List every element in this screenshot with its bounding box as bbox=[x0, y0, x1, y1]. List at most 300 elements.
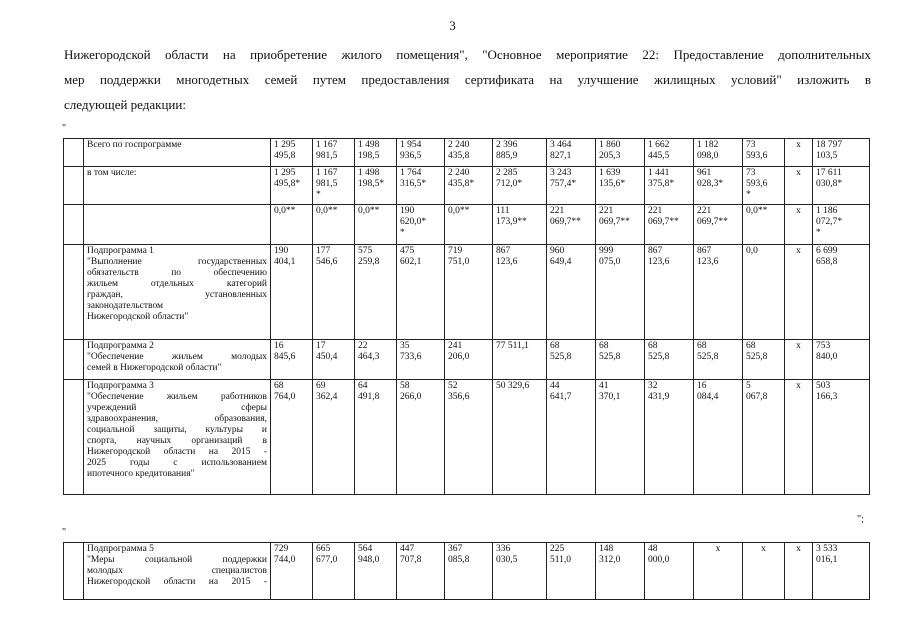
value-line: 336 bbox=[496, 544, 511, 554]
row-number-cell bbox=[64, 340, 84, 380]
value-line: 085,8 bbox=[448, 555, 470, 565]
value-line: 35 bbox=[400, 341, 410, 351]
row-name-line: 2025 годы с использованием bbox=[87, 458, 267, 468]
value-line: 593,6 bbox=[746, 179, 768, 189]
value-line: 1 860 bbox=[599, 140, 621, 150]
value-line: 111 bbox=[496, 206, 510, 216]
value-cell bbox=[645, 205, 694, 245]
value-line: 546,6 bbox=[316, 257, 338, 267]
value-cell bbox=[397, 205, 445, 245]
value-cell bbox=[645, 340, 694, 380]
value-line: 48 bbox=[648, 544, 658, 554]
value-cell bbox=[313, 380, 355, 495]
value-line: 503 bbox=[816, 381, 831, 391]
value-line: 840,0 bbox=[816, 352, 838, 362]
row-name-line: Нижегородской области на 2015 - bbox=[87, 577, 267, 587]
value-line: 205,3 bbox=[599, 151, 621, 161]
value-line: 0,0** bbox=[274, 206, 296, 216]
value-line: 867 bbox=[496, 246, 511, 256]
row-name-line: Подпрограмма 1 bbox=[87, 246, 154, 256]
value-cell bbox=[355, 543, 397, 600]
value-line: 135,6* bbox=[599, 179, 626, 189]
value-cell bbox=[493, 543, 547, 600]
value-cell bbox=[547, 205, 596, 245]
value-cell bbox=[785, 245, 813, 340]
value-line: 221 bbox=[697, 206, 712, 216]
row-name-cell bbox=[84, 543, 271, 600]
value-cell bbox=[445, 245, 493, 340]
value-cell bbox=[397, 245, 445, 340]
value-cell bbox=[645, 543, 694, 600]
value-line: 68 bbox=[550, 341, 560, 351]
value-cell bbox=[271, 340, 313, 380]
value-line: 68 bbox=[697, 341, 707, 351]
row-name-cell bbox=[84, 380, 271, 495]
value-cell bbox=[743, 205, 785, 245]
value-line: 1 167 bbox=[316, 168, 338, 178]
value-line: 16 bbox=[697, 381, 707, 391]
value-cell bbox=[313, 543, 355, 600]
value-line: 123,6 bbox=[648, 257, 670, 267]
value-line: 241 bbox=[448, 341, 463, 351]
value-line: 148 bbox=[599, 544, 614, 554]
table-row bbox=[64, 543, 870, 600]
value-line: 072,7* bbox=[816, 217, 843, 227]
value-cell bbox=[313, 139, 355, 167]
value-line: 404,1 bbox=[274, 257, 296, 267]
value-line: 356,6 bbox=[448, 392, 470, 402]
value-cell bbox=[596, 543, 645, 600]
value-line: 190 bbox=[400, 206, 415, 216]
value-line: 641,7 bbox=[550, 392, 572, 402]
value-line: 867 bbox=[648, 246, 663, 256]
row-name-line: спорта, научных организаций в bbox=[87, 436, 267, 446]
value-line: 58 bbox=[400, 381, 410, 391]
row-name-line: "Обеспечение жильем молодых bbox=[87, 352, 267, 362]
value-cell bbox=[743, 139, 785, 167]
value-cell bbox=[813, 380, 870, 495]
value-line: 981,5 bbox=[316, 179, 338, 189]
value-line: * bbox=[816, 228, 821, 238]
value-cell bbox=[645, 139, 694, 167]
value-line: 3 533 bbox=[816, 544, 838, 554]
value-cell bbox=[355, 380, 397, 495]
value-line: 2 285 bbox=[496, 168, 518, 178]
value-cell bbox=[397, 139, 445, 167]
value-line: 495,8 bbox=[274, 151, 296, 161]
table-row bbox=[64, 205, 870, 245]
row-name-cell bbox=[84, 245, 271, 340]
value-line: 1 639 bbox=[599, 168, 621, 178]
value-line: 17 bbox=[316, 341, 326, 351]
value-line: 266,0 bbox=[400, 392, 422, 402]
value-line: 0,0** bbox=[746, 206, 768, 216]
value-line: 2 240 bbox=[448, 140, 470, 150]
table-row bbox=[64, 245, 870, 340]
value-line: 3 243 bbox=[550, 168, 572, 178]
value-line: x bbox=[796, 140, 801, 150]
value-line: 084,4 bbox=[697, 392, 719, 402]
value-line: 166,3 bbox=[816, 392, 838, 402]
value-cell bbox=[813, 543, 870, 600]
value-line: 64 bbox=[358, 381, 368, 391]
value-line: x bbox=[796, 341, 801, 351]
row-number-cell bbox=[64, 543, 84, 600]
value-line: 525,8 bbox=[697, 352, 719, 362]
value-cell bbox=[694, 543, 743, 600]
value-cell bbox=[271, 205, 313, 245]
value-line: 733,6 bbox=[400, 352, 422, 362]
value-line: 575 bbox=[358, 246, 373, 256]
value-line: x bbox=[761, 544, 766, 554]
value-cell bbox=[785, 340, 813, 380]
value-line: 764,0 bbox=[274, 392, 296, 402]
value-line: * bbox=[400, 228, 405, 238]
value-line: 206,0 bbox=[448, 352, 470, 362]
value-cell bbox=[355, 167, 397, 205]
value-line: 32 bbox=[648, 381, 658, 391]
value-line: 73 bbox=[746, 140, 756, 150]
value-line: 827,1 bbox=[550, 151, 572, 161]
value-line: 5 bbox=[746, 381, 751, 391]
value-cell bbox=[271, 167, 313, 205]
value-line: 73 bbox=[746, 168, 756, 178]
value-cell bbox=[547, 167, 596, 205]
value-line: 712,0* bbox=[496, 179, 523, 189]
value-line: x bbox=[796, 544, 801, 554]
value-line: 123,6 bbox=[496, 257, 518, 267]
row-name-line: семей в Нижегородской области" bbox=[87, 363, 222, 373]
value-line: 999 bbox=[599, 246, 614, 256]
value-cell bbox=[694, 340, 743, 380]
value-cell bbox=[493, 139, 547, 167]
value-line: 103,5 bbox=[816, 151, 838, 161]
value-cell bbox=[694, 380, 743, 495]
value-line: 525,8 bbox=[550, 352, 572, 362]
value-line: 22 bbox=[358, 341, 368, 351]
value-line: 316,5* bbox=[400, 179, 427, 189]
value-cell bbox=[813, 245, 870, 340]
value-cell bbox=[271, 380, 313, 495]
budget-table-continued bbox=[63, 542, 870, 600]
value-line: 367 bbox=[448, 544, 463, 554]
row-name-line: граждан, установленных bbox=[87, 290, 267, 300]
row-name-line: здравоохранения, образования, bbox=[87, 414, 267, 424]
value-cell bbox=[596, 167, 645, 205]
value-cell bbox=[547, 543, 596, 600]
value-line: 173,9** bbox=[496, 217, 527, 227]
value-line: 177 bbox=[316, 246, 331, 256]
value-line: 075,0 bbox=[599, 257, 621, 267]
value-cell bbox=[445, 543, 493, 600]
value-cell bbox=[397, 380, 445, 495]
row-name-line: в том числе: bbox=[87, 168, 137, 178]
value-line: 525,8 bbox=[599, 352, 621, 362]
value-line: 525,8 bbox=[648, 352, 670, 362]
value-line: 069,7** bbox=[599, 217, 630, 227]
value-cell bbox=[645, 245, 694, 340]
value-line: x bbox=[796, 246, 801, 256]
value-cell bbox=[813, 340, 870, 380]
value-line: 3 464 bbox=[550, 140, 572, 150]
value-cell bbox=[596, 205, 645, 245]
value-line: 098,0 bbox=[697, 151, 719, 161]
value-line: 1 764 bbox=[400, 168, 422, 178]
row-name-line: Подпрограмма 2 bbox=[87, 341, 154, 351]
value-line: 981,5 bbox=[316, 151, 338, 161]
value-line: 744,0 bbox=[274, 555, 296, 565]
row-name-line: "Меры социальной поддержки bbox=[87, 555, 267, 565]
row-number-cell bbox=[64, 205, 84, 245]
value-cell bbox=[445, 340, 493, 380]
value-cell bbox=[596, 139, 645, 167]
value-line: 198,5* bbox=[358, 179, 385, 189]
value-line: 1 182 bbox=[697, 140, 719, 150]
value-cell bbox=[313, 205, 355, 245]
value-line: 1 186 bbox=[816, 206, 838, 216]
page-number: 3 bbox=[449, 18, 456, 33]
value-line: 16 bbox=[274, 341, 284, 351]
value-line: x bbox=[715, 544, 721, 554]
value-cell bbox=[547, 380, 596, 495]
value-line: 17 611 bbox=[816, 168, 842, 178]
value-cell bbox=[596, 380, 645, 495]
value-line: 1 167 bbox=[316, 140, 338, 150]
value-line: 845,6 bbox=[274, 352, 296, 362]
value-line: 757,4* bbox=[550, 179, 577, 189]
row-name-line: "Обеспечение жильем работников bbox=[87, 392, 267, 402]
value-line: 435,8* bbox=[448, 179, 475, 189]
value-cell bbox=[445, 167, 493, 205]
intro-paragraph bbox=[64, 42, 871, 117]
value-cell bbox=[785, 205, 813, 245]
value-line: 447 bbox=[400, 544, 415, 554]
value-line: 069,7** bbox=[648, 217, 679, 227]
row-number-cell bbox=[64, 167, 84, 205]
value-line: 753 bbox=[816, 341, 831, 351]
value-line: 665 bbox=[316, 544, 331, 554]
value-cell bbox=[813, 139, 870, 167]
value-line: 602,1 bbox=[400, 257, 422, 267]
row-name-line: "Выполнение государственных bbox=[87, 257, 267, 267]
value-line: 221 bbox=[550, 206, 565, 216]
value-line: 1 295 bbox=[274, 140, 296, 150]
value-line: 225 bbox=[550, 544, 565, 554]
value-line: 41 bbox=[599, 381, 609, 391]
budget-table bbox=[63, 138, 870, 495]
value-line: 68 bbox=[746, 341, 756, 351]
value-cell bbox=[813, 167, 870, 205]
value-cell bbox=[271, 245, 313, 340]
value-line: 52 bbox=[448, 381, 458, 391]
value-line: 030,5 bbox=[496, 555, 518, 565]
value-line: 445,5 bbox=[648, 151, 670, 161]
value-line: 751,0 bbox=[448, 257, 470, 267]
value-line: 658,8 bbox=[816, 257, 838, 267]
value-line: 948,0 bbox=[358, 555, 380, 565]
value-line: 1 498 bbox=[358, 168, 380, 178]
value-line: 68 bbox=[648, 341, 658, 351]
value-line: 525,8 bbox=[746, 352, 768, 362]
value-line: 77 511,1 bbox=[496, 341, 529, 351]
value-line: 511,0 bbox=[550, 555, 572, 565]
value-line: 885,9 bbox=[496, 151, 518, 161]
value-cell bbox=[596, 245, 645, 340]
value-line: 0,0** bbox=[316, 206, 338, 216]
value-line: 6 699 bbox=[816, 246, 838, 256]
value-line: 729 bbox=[274, 544, 289, 554]
value-cell bbox=[355, 245, 397, 340]
row-name-line: жильем отдельных категорий bbox=[87, 279, 267, 289]
value-line: 593,6 bbox=[746, 151, 768, 161]
value-line: 259,8 bbox=[358, 257, 380, 267]
value-line: x bbox=[796, 168, 801, 178]
value-line: 1 662 bbox=[648, 140, 670, 150]
value-line: 960 bbox=[550, 246, 565, 256]
value-cell bbox=[313, 245, 355, 340]
value-line: 000,0 bbox=[648, 555, 670, 565]
value-cell bbox=[355, 139, 397, 167]
value-cell bbox=[271, 543, 313, 600]
value-cell bbox=[743, 245, 785, 340]
value-cell bbox=[645, 380, 694, 495]
value-cell bbox=[743, 543, 785, 600]
intro-line-3: следующей редакции: bbox=[64, 97, 186, 112]
value-cell bbox=[694, 167, 743, 205]
value-line: 475 bbox=[400, 246, 415, 256]
closing-quote: "; bbox=[857, 514, 864, 525]
value-cell bbox=[397, 543, 445, 600]
value-line: 961 bbox=[697, 168, 712, 178]
value-line: 68 bbox=[599, 341, 609, 351]
value-cell bbox=[743, 340, 785, 380]
value-line: 1 498 bbox=[358, 140, 380, 150]
value-line: 44 bbox=[550, 381, 560, 391]
value-cell bbox=[785, 139, 813, 167]
opening-quote-2: " bbox=[62, 527, 67, 538]
value-line: 649,4 bbox=[550, 257, 572, 267]
value-cell bbox=[596, 340, 645, 380]
value-cell bbox=[547, 139, 596, 167]
value-cell bbox=[493, 205, 547, 245]
table-row bbox=[64, 167, 870, 205]
value-line: 030,8* bbox=[816, 179, 843, 189]
row-name-line: молодых специалистов bbox=[87, 566, 267, 576]
value-cell bbox=[785, 380, 813, 495]
row-name-line: Всего по госпрограмме bbox=[87, 140, 182, 150]
value-line: 028,3* bbox=[697, 179, 724, 189]
value-cell bbox=[694, 245, 743, 340]
value-cell bbox=[743, 380, 785, 495]
value-line: 069,7** bbox=[697, 217, 728, 227]
row-name-cell bbox=[84, 340, 271, 380]
value-line: 2 240 bbox=[448, 168, 470, 178]
row-name-line: законодательством bbox=[87, 301, 164, 311]
row-name-cell bbox=[84, 167, 271, 205]
row-name-cell bbox=[84, 139, 271, 167]
value-line: 370,1 bbox=[599, 392, 621, 402]
value-line: 362,4 bbox=[316, 392, 338, 402]
value-line: x bbox=[796, 381, 801, 391]
value-line: 123,6 bbox=[697, 257, 719, 267]
value-line: 435,8 bbox=[448, 151, 470, 161]
opening-quote: " bbox=[62, 123, 67, 134]
value-cell bbox=[445, 139, 493, 167]
value-line: * bbox=[746, 190, 751, 200]
value-line: 1 954 bbox=[400, 140, 422, 150]
value-line: x bbox=[796, 206, 801, 216]
value-line: 450,4 bbox=[316, 352, 338, 362]
value-cell bbox=[355, 340, 397, 380]
value-line: 375,8* bbox=[648, 179, 675, 189]
value-cell bbox=[397, 167, 445, 205]
row-name-line: Нижегородской области" bbox=[87, 312, 189, 322]
value-line: 707,8 bbox=[400, 555, 422, 565]
table-row bbox=[64, 340, 870, 380]
row-number-cell bbox=[64, 139, 84, 167]
value-line: 69 bbox=[316, 381, 326, 391]
value-line: 1 295 bbox=[274, 168, 296, 178]
value-line: 677,0 bbox=[316, 555, 338, 565]
value-line: 0,0** bbox=[448, 206, 470, 216]
value-line: 221 bbox=[648, 206, 663, 216]
value-cell bbox=[445, 380, 493, 495]
intro-line-1: Нижегородской области на приобретение жилого помещения", "Основное мероприятие 22: Предоставление дополнительных bbox=[64, 47, 871, 62]
row-name-line: Подпрограмма 5 bbox=[87, 544, 154, 554]
value-cell bbox=[813, 205, 870, 245]
value-cell bbox=[743, 167, 785, 205]
value-line: 1 441 bbox=[648, 168, 670, 178]
value-cell bbox=[785, 167, 813, 205]
value-line: 069,7** bbox=[550, 217, 581, 227]
table-row bbox=[64, 139, 870, 167]
row-name-line: обязательств по обеспечению bbox=[87, 268, 267, 278]
row-name-cell bbox=[84, 205, 271, 245]
value-cell bbox=[313, 167, 355, 205]
value-line: 431,9 bbox=[648, 392, 670, 402]
row-name-line: Нижегородской области на 2015 - bbox=[87, 447, 267, 457]
value-cell bbox=[493, 245, 547, 340]
row-name-line: социальной защиты, культуры и bbox=[87, 425, 267, 435]
row-name-line: учреждений сферы bbox=[87, 403, 267, 413]
value-line: 0,0** bbox=[358, 206, 380, 216]
value-line: 18 797 bbox=[816, 140, 843, 150]
value-line: 867 bbox=[697, 246, 712, 256]
value-cell bbox=[397, 340, 445, 380]
value-line: 464,3 bbox=[358, 352, 380, 362]
table-row bbox=[64, 380, 870, 495]
value-line: 198,5 bbox=[358, 151, 380, 161]
value-cell bbox=[547, 340, 596, 380]
row-name-line: Подпрограмма 3 bbox=[87, 381, 154, 391]
value-line: 719 bbox=[448, 246, 463, 256]
value-line: 067,8 bbox=[746, 392, 768, 402]
intro-line-2: мер поддержки многодетных семей путем предоставления сертификата на улучшение жилищных условий" изложить в bbox=[64, 72, 871, 87]
value-line: 190 bbox=[274, 246, 289, 256]
value-line: 312,0 bbox=[599, 555, 621, 565]
row-number-cell bbox=[64, 380, 84, 495]
value-line: * bbox=[316, 190, 321, 200]
value-cell bbox=[493, 167, 547, 205]
value-cell bbox=[694, 205, 743, 245]
value-cell bbox=[493, 380, 547, 495]
row-number-cell bbox=[64, 245, 84, 340]
value-line: 2 396 bbox=[496, 140, 518, 150]
value-line: 936,5 bbox=[400, 151, 422, 161]
value-line: 50 329,6 bbox=[496, 381, 530, 391]
value-cell bbox=[271, 139, 313, 167]
value-cell bbox=[694, 139, 743, 167]
